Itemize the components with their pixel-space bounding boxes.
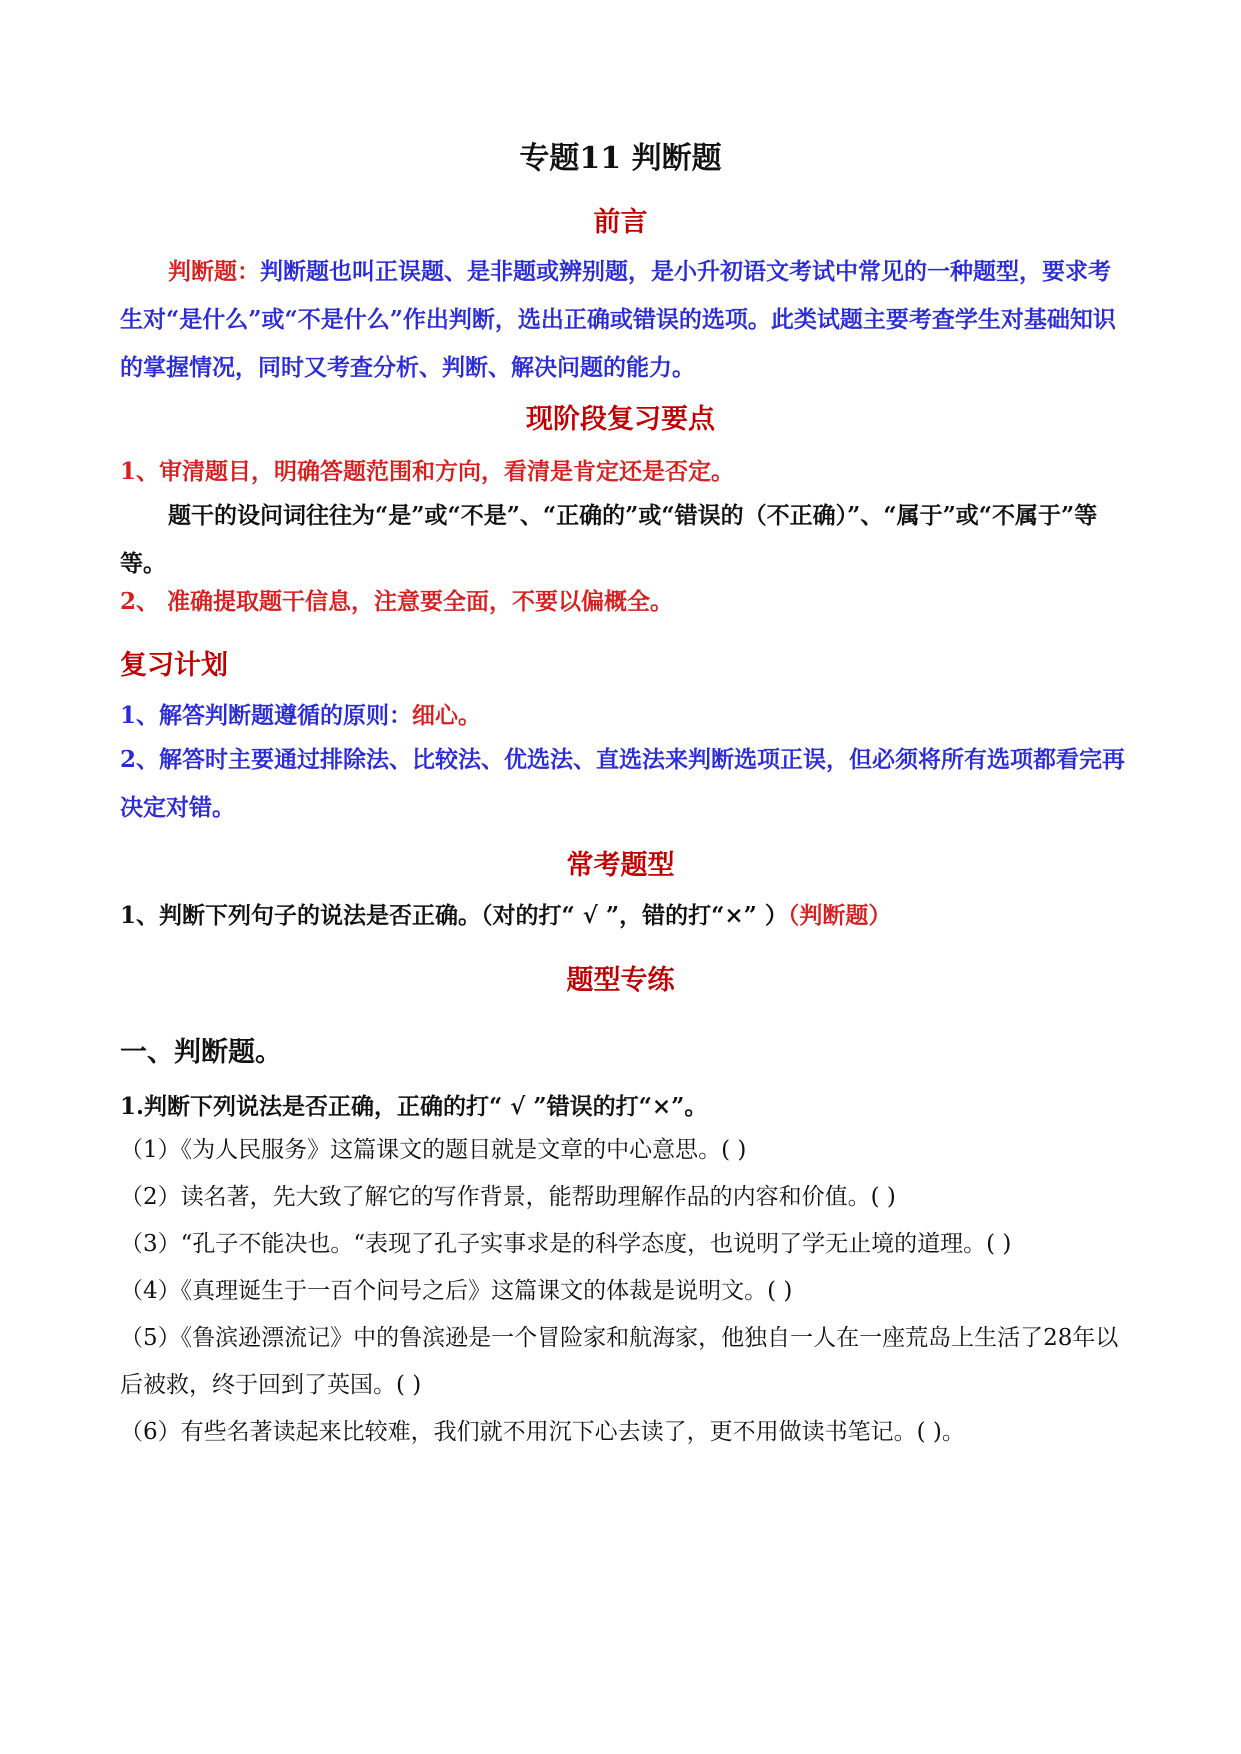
practice-item-2: （2）读名著，先大致了解它的写作背景，能帮助理解作品的内容和价值。( ) (120, 1184, 896, 1210)
preface-text: 判断题也叫正误题、是非题或辨别题，是小升初语文考试中常见的一种题型，要求考生对“是什么”或“不是什么”作出判断，选出正确或错误的选项。此类试题主要考查学生对基础知识的掌握情况，同时又考查分析、判断、解决问题的能力。 (120, 258, 1116, 381)
review-points-heading: 现阶段复习要点 (526, 404, 715, 435)
practice-item-3: （3）“孔子不能决也。“表现了孔子实事求是的科学态度，也说明了学无止境的道理。( ) (120, 1231, 1012, 1257)
practice-section-title: 一、判断题。 (120, 1037, 282, 1068)
review-plan-item-1-text: 1、解答判断题遵循的原则： (120, 702, 413, 729)
review-point-1: 1、审清题目，明确答题范围和方向，看清是肯定还是否定。 (120, 458, 735, 485)
preface-heading: 前言 (593, 207, 648, 238)
preface-lead: 判断题： (168, 258, 260, 285)
common-types-heading: 常考题型 (566, 850, 675, 881)
practice-item-4: （4）《真理诞生于一百个问号之后》这篇课文的体裁是说明文。( ) (120, 1278, 793, 1304)
review-plan-heading: 复习计划 (120, 650, 228, 681)
common-types-item-1-tag: （判断题） (787, 902, 892, 929)
preface-paragraph (120, 248, 1130, 392)
common-types-item-1-text: 1、判断下列句子的说法是否正确。（对的打“ √ ”，错的打“×” ） (120, 902, 788, 929)
review-point-1-detail: 题干的设问词往往为“是”或“不是”、“正确的”或“错误的（不正确）”、“属于”或“不属于”等等。 (120, 502, 1098, 577)
practice-item-5: （5）《鲁滨逊漂流记》中的鲁滨逊是一个冒险家和航海家，他独自一人在一座荒岛上生活了28年以后被救，终于回到了英国。( ) (120, 1325, 1119, 1398)
common-types-item-1 (120, 892, 1130, 940)
practice-item-6: （6）有些名著读起来比较难，我们就不用沉下心去读了，更不用做读书笔记。( )。 (120, 1419, 965, 1445)
review-plan-item-2: 2、解答时主要通过排除法、比较法、优选法、直选法来判断选项正误，但必须将所有选项都看完再决定对错。 (120, 746, 1126, 821)
review-plan-item-1 (120, 692, 1130, 740)
practice-items (120, 1127, 1130, 1456)
page-title: 专题11 判断题 (519, 141, 722, 176)
review-point-2: 2、 准确提取题干信息，注意要全面，不要以偏概全。 (120, 588, 674, 615)
practice-heading: 题型专练 (566, 965, 675, 996)
practice-question-title: 1.判断下列说法是否正确，正确的打“ √ ”错误的打“×”。 (120, 1093, 708, 1120)
practice-item-1: （1）《为人民服务》这篇课文的题目就是文章的中心意思。( ) (120, 1137, 747, 1163)
review-plan-item-1-emph: 细心。 (412, 702, 482, 729)
